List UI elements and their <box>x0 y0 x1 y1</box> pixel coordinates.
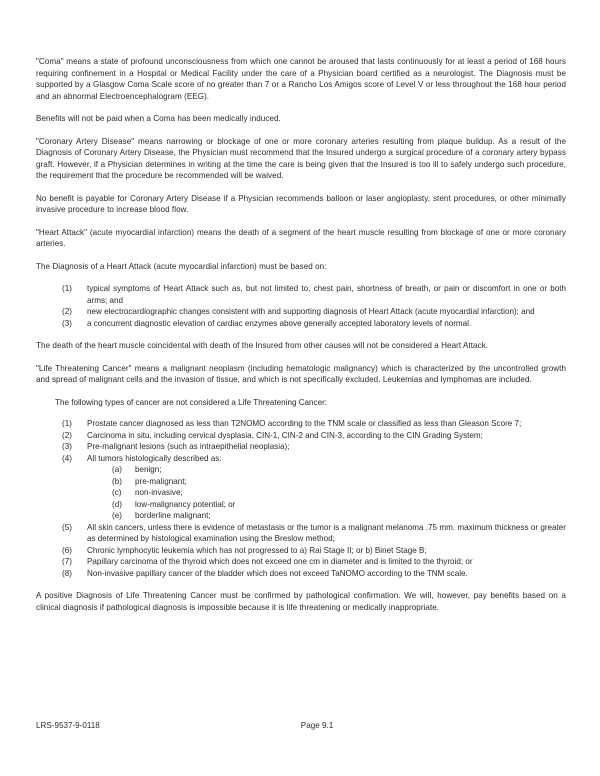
sublist-marker: (b) <box>112 476 122 486</box>
list-item <box>62 283 566 306</box>
list-item-text: All tumors histologically described as: <box>87 453 222 463</box>
sublist-item-text: low-malignancy potential; or <box>135 499 236 509</box>
list-item <box>62 556 566 568</box>
list-item <box>62 306 566 318</box>
list-item <box>62 430 566 442</box>
list-item <box>62 318 566 330</box>
list-item-text: a concurrent diagnostic elevation of cardiac enzymes above generally accepted laboratory levels of normal. <box>87 318 472 328</box>
sublist-item <box>112 464 566 476</box>
list-marker: (4) <box>62 453 72 463</box>
paragraph-life-threatening-cancer-definition: "Life Threatening Cancer" means a malignant neoplasm (including hematologic malignancy) which is characterized by the uncontrolled growth and spread of malignant cells and the invasion of tissue, and which is not specifically excluded. Leukemias and lymphomas are included. <box>36 363 566 384</box>
list-item-text: Carcinoma in situ, including cervical dysplasia, CIN-1, CIN-2 and CIN-3, according to the CIN Grading System; <box>87 430 483 440</box>
list-marker: (1) <box>62 284 72 293</box>
list-marker: (1) <box>62 419 72 428</box>
form-number: LRS-9537-9-0118 <box>36 721 100 730</box>
list-marker: (3) <box>62 442 72 451</box>
sublist-item <box>112 487 566 499</box>
sublist-item-text: borderline malignant; <box>135 511 211 520</box>
paragraph-coma-induced-exclusion: Benefits will not be paid when a Coma has been medically induced. <box>36 114 281 123</box>
list-marker: (2) <box>62 307 72 316</box>
paragraph-positive-diagnosis-note: A positive Diagnosis of Life Threatening Cancer must be confirmed by pathological confirmation. We will, however, pay benefits based on a clinical diagnosis if pathological diagnosis is impossible because it is life threatening or medically inappropriate. <box>36 591 566 612</box>
sublist-item <box>112 476 566 488</box>
list-item-text: Non-invasive papillary cancer of the bladder which does not exceed TaNOMO according to the TNM scale. <box>87 568 468 578</box>
paragraph-heart-attack-definition: "Heart Attack" (acute myocardial infarction) means the death of a segment of the heart muscle resulting from blockage of one or more coronary arteries. <box>36 227 566 248</box>
list-item <box>62 441 566 453</box>
list-marker: (3) <box>62 318 72 328</box>
list-item <box>62 418 566 430</box>
list-item <box>62 453 566 522</box>
paragraph-coronary-artery-disease-definition: "Coronary Artery Disease" means narrowing or blockage of one or more coronary arteries resulting from plaque buildup. As a result of the Diagnosis of Coronary Artery Disease, the Physician must recommend that the Insured undergo a surgical procedure of a coronary artery bypass graft. However, if a Physician determines in writing at the time the care is being given that the Insured is too ill to safely undergo such procedure, the requirement that the procedure be recommended will be waived. <box>36 136 566 180</box>
tumor-description-sublist <box>87 464 566 522</box>
sublist-marker: (c) <box>112 488 122 497</box>
sublist-item <box>112 499 566 511</box>
sublist-item-text: non-invasive; <box>135 488 183 497</box>
list-item-text: All skin cancers, unless there is evidence of metastasis or the tumor is a malignant melanoma .75 mm. maximum thickness or greater as determined by histological examination using the Breslow method; <box>87 522 566 543</box>
list-item-text: Prostate cancer diagnosed as less than T2NOMO according to the TNM scale or classified as less than Gleason Score 7; <box>87 419 522 428</box>
list-item <box>62 568 566 580</box>
list-marker: (6) <box>62 545 72 555</box>
list-item-text: new electrocardiographic changes consistent with and supporting diagnosis of Heart Attack (acute myocardial infarction); and <box>87 307 535 316</box>
cancer-exclusions-list <box>36 418 566 579</box>
paragraph-heart-attack-diagnosis-lead: The Diagnosis of a Heart Attack (acute myocardial infarction) must be based on: <box>36 261 327 271</box>
page-number: Page 9.1 <box>300 721 334 730</box>
sublist-item <box>112 510 566 522</box>
list-marker: (2) <box>62 430 72 440</box>
sublist-item-text: benign; <box>135 465 162 474</box>
list-item-text: Pre-malignant lesions (such as intraepithelial neoplasia); <box>87 442 290 451</box>
list-item <box>62 522 566 545</box>
paragraph-coma-definition: "Coma" means a state of profound unconsciousness from which one cannot be aroused that lasts continuously for at least a period of 168 hours requiring confinement in a Hospital or Medical Facility under the care of a Physician board certified as a neurologist. The Diagnosis must be supported by a Glasgow Coma Scale score of no greater than 7 or a Rancho Los Amigos score of Level V or less throughout the 168 hour period and an abnormal Electroencephalogram (EEG). <box>36 57 566 101</box>
paragraph-cancer-exclusions-lead: The following types of cancer are not considered a Life Threatening Cancer: <box>55 397 328 407</box>
paragraph-heart-attack-coincidental-exclusion: The death of the heart muscle coincidental with death of the Insured from other causes will not be considered a Heart Attack. <box>36 341 489 350</box>
list-marker: (5) <box>62 522 72 532</box>
list-marker: (8) <box>62 568 72 578</box>
list-item-text: Papillary carcinoma of the thyroid which does not exceed one cm in diameter and is limited to the thyroid; or <box>87 557 473 566</box>
sublist-marker: (a) <box>112 465 122 474</box>
list-item <box>62 545 566 557</box>
list-item-text: Chronic lymphocytic leukemia which has not progressed to a) Rai Stage II; or b) Binet Stage B; <box>87 545 427 555</box>
sublist-marker: (e) <box>112 511 122 520</box>
list-item-text: typical symptoms of Heart Attack such as, but not limited to, chest pain, shortness of breath, or pain or discomfort in one or both arms; and <box>87 284 566 305</box>
list-marker: (7) <box>62 557 72 566</box>
paragraph-coronary-artery-disease-exclusion: No benefit is payable for Coronary Artery Disease if a Physician recommends balloon or laser angioplasty, stent procedures, or other minimally invasive procedure to increase blood flow. <box>36 193 566 214</box>
sublist-item-text: pre-malignant; <box>135 476 187 486</box>
heart-attack-criteria-list <box>36 283 566 329</box>
page-footer <box>36 720 566 732</box>
sublist-marker: (d) <box>112 499 122 509</box>
